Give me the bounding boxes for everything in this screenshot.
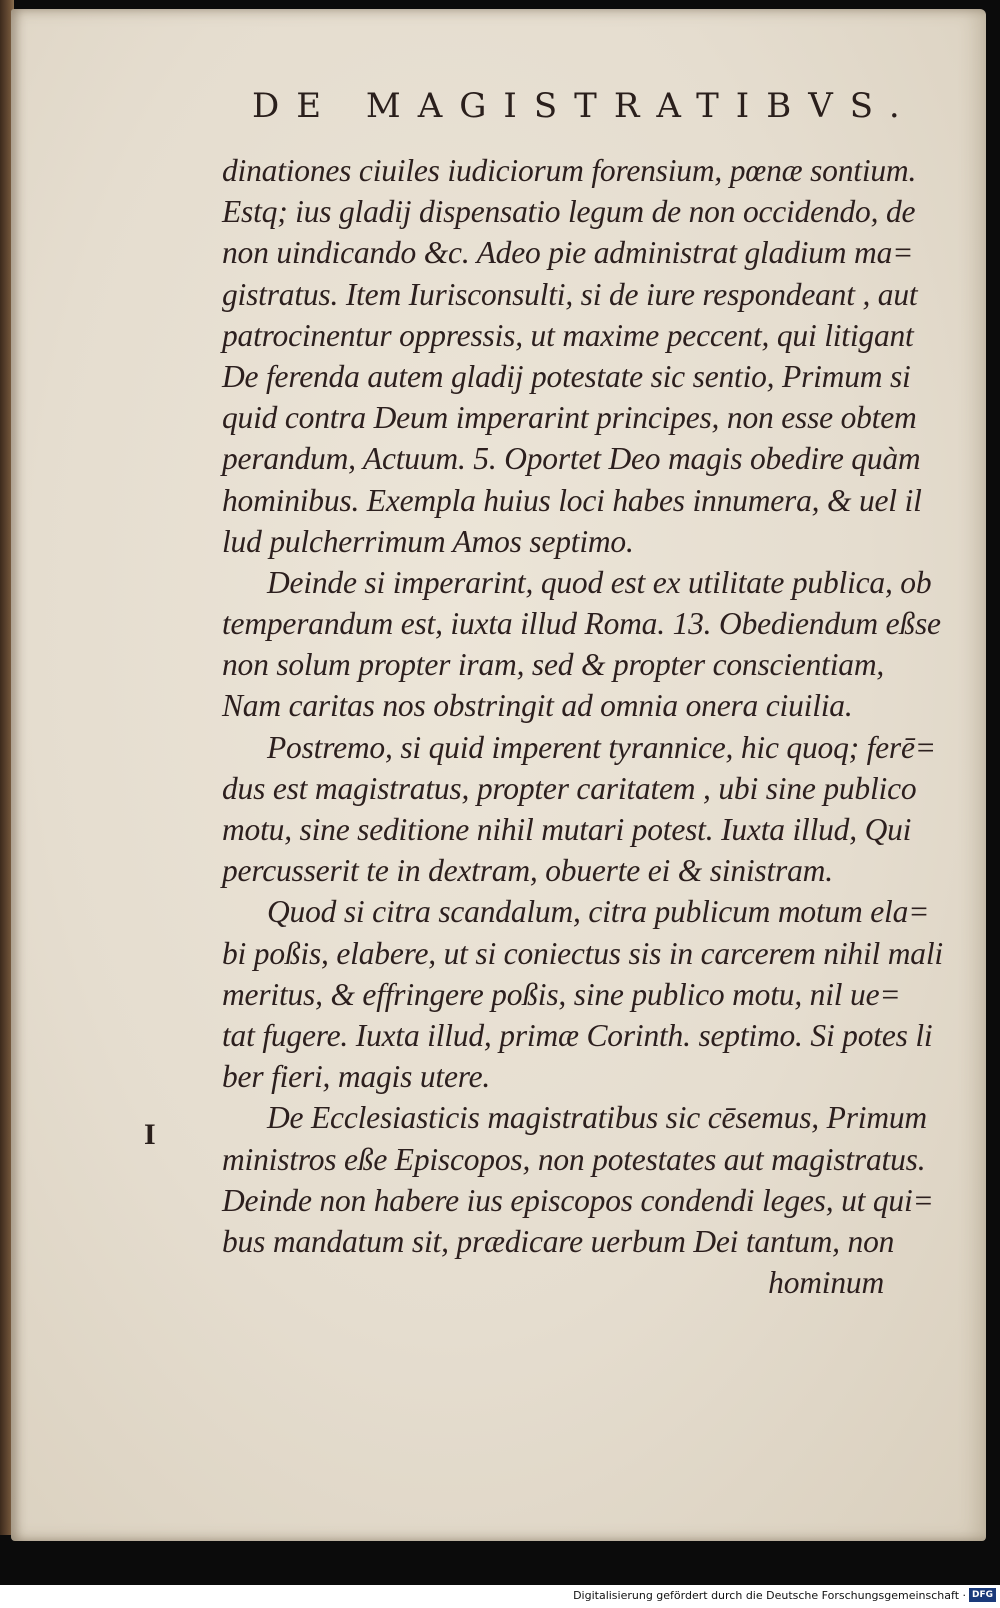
text-line: non uindicando &c. Adeo pie administrat gladium ma= [222, 235, 914, 271]
body-text [222, 150, 943, 1303]
text-line: Estq; ius gladij dispensatio legum de non occidendo, de [222, 194, 916, 230]
text-line: bi poßis, elabere, ut si coniectus sis in carcerem nihil mali [222, 935, 943, 971]
text-line: De ferenda autem gladij potestate sic sentio, Primum si [222, 358, 911, 394]
text-line: ber fieri, magis utere. [222, 1059, 491, 1095]
text-line: dus est magistratus, propter caritatem , ubi sine publico [222, 770, 917, 806]
text-line: bus mandatum sit, prædicare uerbum Dei tantum, non [222, 1223, 895, 1259]
text-line: tat fugere. Iuxta illud, primæ Corinth. septimo. Si potes li [222, 1017, 933, 1053]
text-line: Quod si citra scandalum, citra publicum motum ela= [267, 894, 930, 930]
running-head: DE MAGISTRATIBVS. [252, 86, 917, 126]
text-line: lud pulcherrimum Amos septimo. [222, 523, 634, 559]
text-line: Nam caritas nos obstringit ad omnia onera ciuilia. [222, 688, 853, 724]
dfg-logo: DFG [969, 1588, 996, 1602]
text-line: dinationes ciuiles iudiciorum forensium, pœnæ sontium. [222, 153, 917, 188]
margin-mark: I [144, 1118, 156, 1151]
text-line: Postremo, si quid imperent tyrannice, hic quoq; ferē= [267, 729, 936, 765]
text-line: De Ecclesiasticis magistratibus sic cēsemus, Primum [267, 1100, 927, 1136]
digitization-credit: Digitalisierung gefördert durch die Deutsche Forschungsgemeinschaft · [573, 1589, 966, 1602]
text-line: Deinde si imperarint, quod est ex utilitate publica, ob [267, 564, 932, 600]
text-line: temperandum est, iuxta illud Roma. 13. Obediendum eßse [222, 606, 941, 642]
text-line: Deinde non habere ius episcopos condendi leges, ut qui= [222, 1182, 934, 1218]
text-line: percusserit te in dextram, obuerte ei & sinistram. [222, 853, 833, 889]
text-line: meritus, & effringere poßis, sine publico motu, nil ue= [222, 976, 901, 1012]
text-line: ministros eße Episcopos, non potestates aut magistratus. [222, 1141, 926, 1177]
text-line: motu, sine seditione nihil mutari potest. Iuxta illud, Qui [222, 812, 912, 847]
text-line: quid contra Deum imperarint principes, non esse obtem [222, 400, 917, 436]
text-line: hominibus. Exempla huius loci habes innumera, & uel il [222, 482, 922, 518]
text-line: non solum propter iram, sed & propter conscientiam, [222, 647, 885, 683]
catchword: hominum [768, 1265, 884, 1301]
text-line: patrocinentur oppressis, ut maxime peccent, qui litigant [222, 317, 914, 353]
text-line: perandum, Actuum. 5. Oportet Deo magis obedire quàm [222, 441, 921, 477]
text-line: gistratus. Item Iurisconsulti, si de iure respondeant , aut [222, 276, 918, 312]
